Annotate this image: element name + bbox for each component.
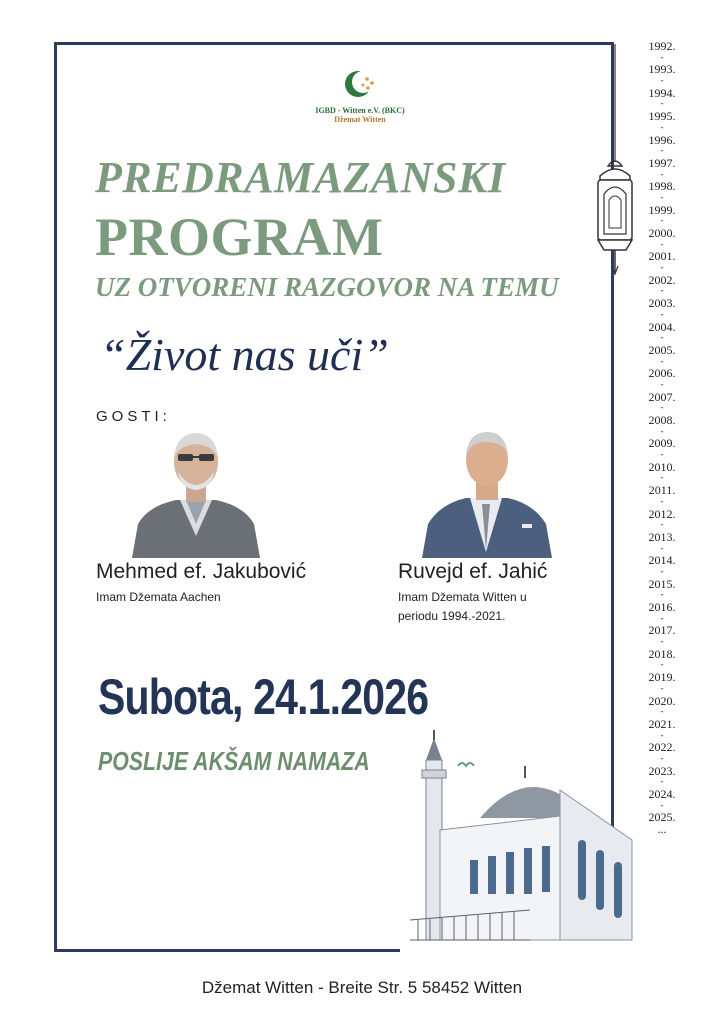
year-separator: - [660,682,664,693]
year-label: 2003. [648,296,676,311]
year-separator: - [660,355,664,366]
year-label: 2023. [648,763,676,778]
year-separator: - [660,519,664,530]
lantern-icon [590,44,640,276]
year-label: 2000. [648,226,676,240]
year-separator: - [660,262,664,273]
year-separator: - [660,776,664,787]
year-separator: - [660,752,664,763]
event-date: Subota, 24.1.2026 [98,669,429,725]
event-time: POSLIJE AKŠAM NAMAZA [98,746,370,776]
year-separator: - [660,706,664,717]
year-separator: - [660,472,664,483]
year-label: 1996. [648,132,676,147]
year-label: 2024. [648,787,676,801]
year-label: 2020. [648,693,676,708]
year-separator: - [660,51,664,62]
year-label: 1998. [648,179,676,194]
guest-name-ruvejd: Ruvejd ef. Jahić [398,560,548,583]
year-separator: - [660,238,664,249]
year-label: 1992. [648,39,676,53]
org-logo [300,66,420,124]
year-separator: - [660,729,664,740]
year-separator: - [660,145,664,156]
year-label: 2016. [648,600,676,614]
footer-address: Džemat Witten - Breite Str. 5 58452 Witten [201,978,523,997]
year-label: 2012. [648,506,676,521]
community-name: Džemat Witten [334,115,386,124]
mosque-illustration [410,730,642,952]
year-label: 2019. [648,670,676,685]
year-label: 1995. [648,109,676,124]
years-timeline [642,40,682,835]
year-separator: - [660,215,664,226]
year-separator: - [660,589,664,600]
year-label: 2007. [648,389,676,404]
year-label: 2015. [648,576,676,591]
topic-quote: “Život nas uči” [100,329,389,380]
title-line-3: UZ OTVORENI RAZGOVOR NA TEMU [95,272,559,302]
year-separator: - [660,308,664,319]
year-separator: - [660,378,664,389]
year-separator: - [660,121,664,132]
year-label: 2022. [648,740,676,755]
year-separator: - [660,612,664,623]
year-separator: - [660,168,664,179]
year-label: 2013. [648,529,676,544]
year-separator: - [660,495,664,506]
year-label: 2009. [648,436,676,451]
guest-name-mehmed: Mehmed ef. Jakubović [96,560,307,583]
year-separator: - [660,191,664,202]
year-separator: - [660,98,664,109]
year-label: 2006. [648,366,676,381]
year-separator: - [660,659,664,670]
crescent-icon [342,66,378,102]
year-label: 2021. [648,716,676,731]
guests-label: GOSTI: [96,408,171,425]
year-separator: - [660,75,664,86]
year-label: 2008. [648,413,676,427]
year-separator: - [660,799,664,810]
title-line-1: PREDRAMAZANSKI [95,153,506,202]
year-label: 2002. [648,272,676,287]
guest-role-mehmed: Imam Džemata Aachen [96,590,221,604]
years-ellipsis: ... [657,822,667,837]
year-label: 1997. [648,155,676,170]
year-separator: - [660,402,664,413]
guest-photo-ruvejd [420,428,554,558]
year-label: 2005. [648,342,676,357]
year-separator: - [660,449,664,460]
year-label: 2017. [648,623,676,638]
year-label: 2010. [648,459,676,474]
year-label: 2004. [648,319,676,334]
year-separator: - [660,542,664,553]
year-label: 2018. [648,646,676,661]
year-separator: - [660,332,664,343]
year-label: 1993. [648,62,676,77]
year-label: 2001. [648,249,676,264]
year-label: 2011. [648,483,676,498]
org-name: IGBD - Witten e.V. (BKC) [315,106,405,115]
year-separator: - [660,425,664,436]
year-label: 1999. [648,202,676,217]
year-label: 2025. [648,810,676,825]
year-separator: - [660,565,664,576]
year-label: 2014. [648,553,676,568]
year-separator: - [660,636,664,647]
guest-role-ruvejd: Imam Džemata Witten u periodu 1994.-2021. [398,590,527,623]
year-label: 1994. [648,85,676,100]
guest-photo-mehmed [128,428,264,558]
title-line-2: PROGRAM [95,207,384,267]
year-separator: - [660,285,664,296]
